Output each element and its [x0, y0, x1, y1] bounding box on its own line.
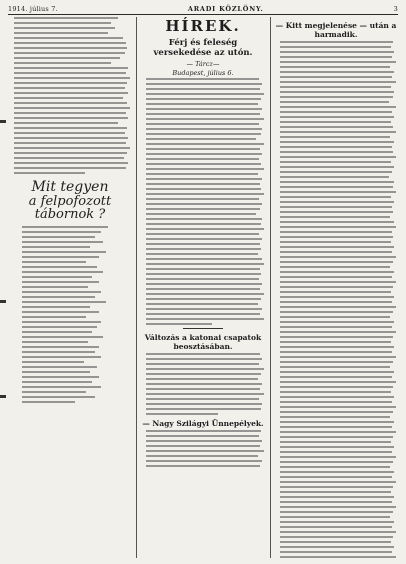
- article-body: [146, 78, 266, 325]
- section-title-celebration: — Nagy Szilágyi Ünnepélyek.: [142, 419, 264, 428]
- section-title-military: Változás a katonai csapatok beosztásában.: [144, 333, 262, 351]
- scan-margin-mark: [0, 120, 6, 123]
- poem-title: [8, 180, 132, 222]
- running-head-masthead: ARADI KÖZLÖNY.: [187, 4, 264, 13]
- column-divider: [270, 17, 271, 558]
- column-3-lead-title: — Kitt megjelenése — után a harmadik.: [275, 21, 397, 39]
- poem-body: [22, 226, 132, 403]
- column-3: [274, 17, 398, 560]
- running-head: [8, 3, 398, 14]
- article-body: [146, 353, 266, 415]
- column-1: [8, 17, 132, 560]
- poem-title-line-2: a felpofozott tábornok ?: [28, 193, 112, 223]
- article-body: [146, 430, 266, 467]
- running-head-page-number: 3: [393, 4, 398, 13]
- article-subheadline: — Tárcz—: [186, 60, 220, 68]
- article-dateline: Budapest, július 6.: [172, 69, 234, 77]
- column-divider: [136, 17, 137, 558]
- article-body: [280, 41, 398, 560]
- top-rule: [8, 14, 398, 15]
- article-headline: Férj és feleség versekedése az utón.: [153, 38, 253, 58]
- section-divider: [183, 328, 223, 329]
- scan-margin-mark: [0, 395, 6, 398]
- section-title-hirek: HÍREK.: [165, 17, 241, 35]
- column-2: [140, 17, 266, 560]
- scan-margin-mark: [0, 300, 6, 303]
- text-block: [14, 17, 132, 174]
- poem-title-line-1: Mit tegyen: [31, 179, 109, 195]
- running-head-date: 1914. július 7.: [8, 4, 58, 13]
